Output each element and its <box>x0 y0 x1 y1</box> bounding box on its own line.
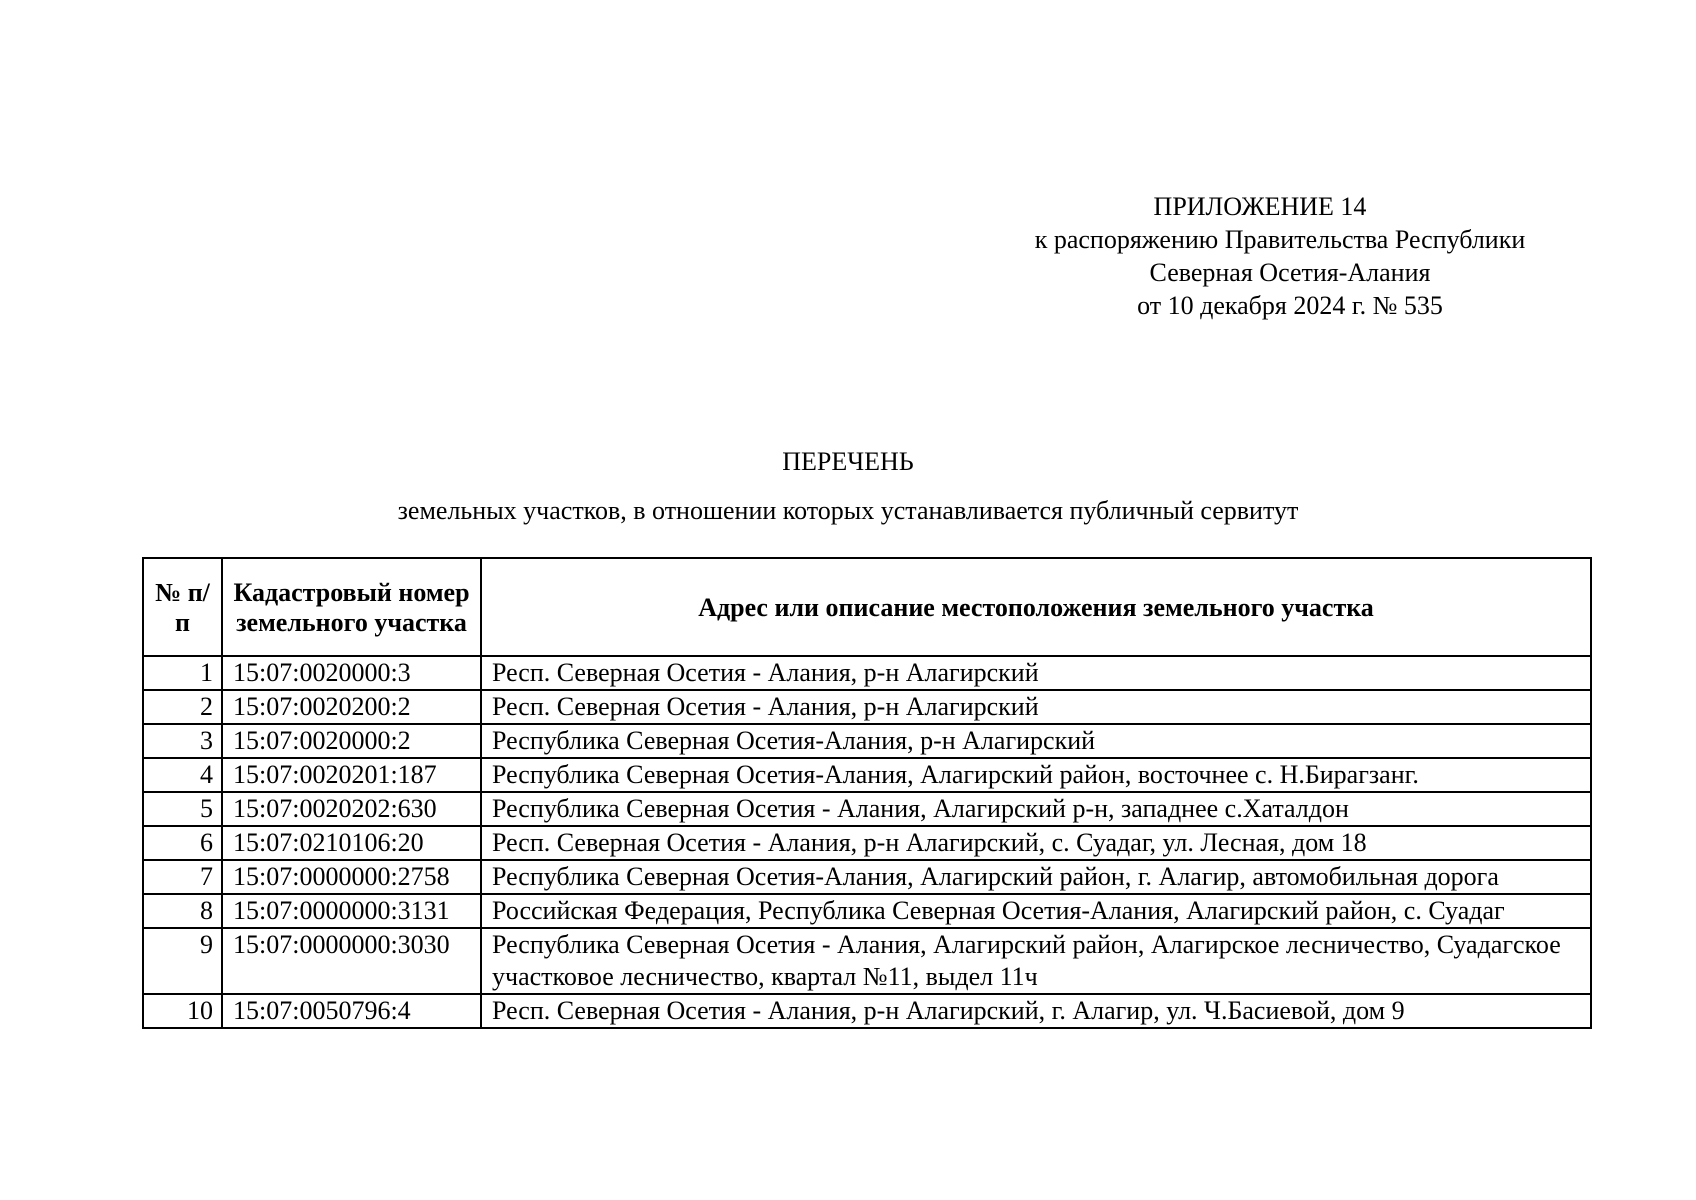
row-address: Республика Северная Осетия-Алания, Алагирский район, восточнее с. Н.Бирагзанг. <box>481 758 1591 792</box>
row-address: Республика Северная Осетия-Алания, р-н Алагирский <box>481 724 1591 758</box>
table-row <box>143 994 1591 1028</box>
header-cadastral: Кадастровый номер земельного участка <box>222 558 481 656</box>
land-plots-table <box>142 557 1592 1029</box>
row-number: 7 <box>143 860 222 894</box>
row-address: Республика Северная Осетия - Алания, Алагирский район, Алагирское лесничество, Суадагское участковое лесничество, квартал №11, выдел 11ч <box>481 928 1591 994</box>
row-address: Респ. Северная Осетия - Алания, р-н Алагирский <box>481 690 1591 724</box>
row-cadastral-number: 15:07:0000000:2758 <box>222 860 481 894</box>
row-number: 1 <box>143 656 222 690</box>
header-address: Адрес или описание местоположения земельного участка <box>481 558 1591 656</box>
row-number: 10 <box>143 994 222 1028</box>
table-row <box>143 860 1591 894</box>
annex-date-number: от 10 декабря 2024 г. № 535 <box>1137 291 1443 320</box>
row-number: 5 <box>143 792 222 826</box>
document-subtitle: земельных участков, в отношении которых устанавливается публичный сервитут <box>397 496 1299 525</box>
table-row <box>143 758 1591 792</box>
table-row <box>143 724 1591 758</box>
table-row <box>143 928 1591 994</box>
row-address: Респ. Северная Осетия - Алания, р-н Алагирский <box>481 656 1591 690</box>
row-number: 4 <box>143 758 222 792</box>
table-row <box>143 792 1591 826</box>
row-cadastral-number: 15:07:0020201:187 <box>222 758 481 792</box>
table-body <box>143 656 1591 1028</box>
row-cadastral-number: 15:07:0210106:20 <box>222 826 481 860</box>
row-cadastral-number: 15:07:0000000:3030 <box>222 928 481 994</box>
row-number: 6 <box>143 826 222 860</box>
table-row <box>143 894 1591 928</box>
row-number: 3 <box>143 724 222 758</box>
table-row <box>143 656 1591 690</box>
row-cadastral-number: 15:07:0020000:2 <box>222 724 481 758</box>
annex-block <box>1000 190 1560 322</box>
header-num: № п/п <box>143 558 222 656</box>
row-address: Республика Северная Осетия - Алания, Алагирский р-н, западнее с.Хаталдон <box>481 792 1591 826</box>
row-address: Респ. Северная Осетия - Алания, р-н Алагирский, г. Алагир, ул. Ч.Басиевой, дом 9 <box>481 994 1591 1028</box>
row-cadastral-number: 15:07:0020200:2 <box>222 690 481 724</box>
table-header-row <box>143 558 1591 656</box>
row-number: 9 <box>143 928 222 994</box>
annex-number: ПРИЛОЖЕНИЕ 14 <box>1153 192 1367 221</box>
table-row <box>143 826 1591 860</box>
row-cadastral-number: 15:07:0020202:630 <box>222 792 481 826</box>
row-cadastral-number: 15:07:0020000:3 <box>222 656 481 690</box>
row-number: 8 <box>143 894 222 928</box>
row-address: Республика Северная Осетия-Алания, Алагирский район, г. Алагир, автомобильная дорога <box>481 860 1591 894</box>
row-address: Респ. Северная Осетия - Алания, р-н Алагирский, с. Суадаг, ул. Лесная, дом 18 <box>481 826 1591 860</box>
annex-region: Северная Осетия-Алания <box>1149 258 1431 287</box>
row-cadastral-number: 15:07:0050796:4 <box>222 994 481 1028</box>
row-cadastral-number: 15:07:0000000:3131 <box>222 894 481 928</box>
table-row <box>143 690 1591 724</box>
annex-reference: к распоряжению Правительства Республики <box>1034 225 1526 254</box>
row-number: 2 <box>143 690 222 724</box>
document-title: ПЕРЕЧЕНЬ <box>782 447 914 476</box>
row-address: Российская Федерация, Республика Северная Осетия-Алания, Алагирский район, с. Суадаг <box>481 894 1591 928</box>
